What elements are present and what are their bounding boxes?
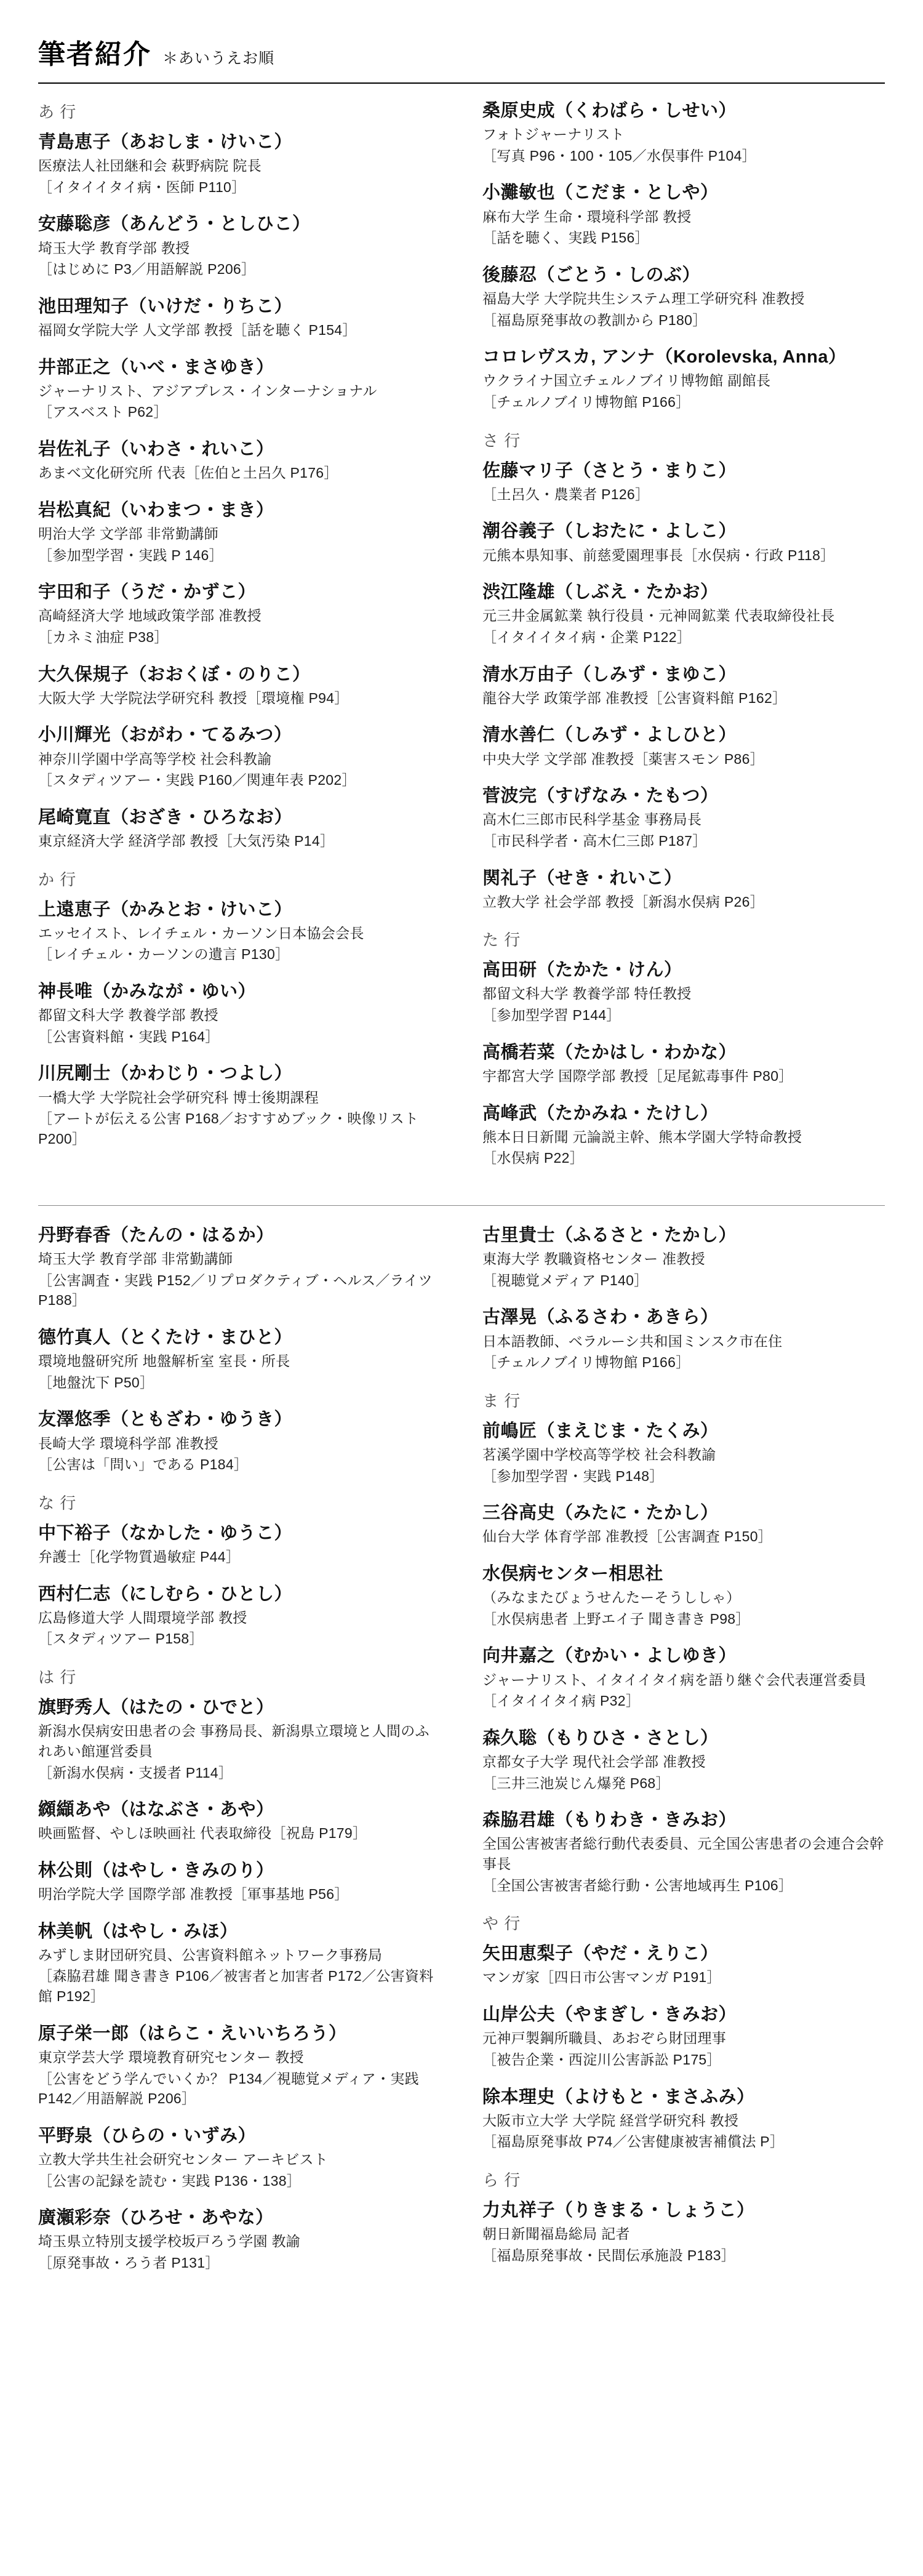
author-affiliation: 日本語教師、ベラルーシ共和国ミンスク市在住 [482,1333,783,1349]
author-affiliation: 弁護士［化学物質過敏症 P44］ [38,1549,241,1565]
author-entry [482,785,885,851]
author-reference: ［アスベスト P62］ [38,404,168,420]
author-entry [38,1799,441,1844]
author-entry [482,867,885,912]
lower-right-column [461,1224,885,2289]
author-name: 纐纈あや（はなぶさ・あや） [38,1800,274,1820]
author-affiliation: 東京学芸大学 環境教育研究センター 教授 [38,2048,304,2065]
author-reference: ［公害の記録を読む・実践 P136・138］ [38,2172,302,2189]
author-affiliation: 京都女子大学 現代社会学部 准教授 [482,1753,706,1770]
author-affiliation: 福岡女学院大学 人文学部 教授［話を聴く P154］ [38,321,357,338]
author-name: 潮谷義子（しおたに・よしこ） [482,521,737,542]
author-affiliation: 中央大学 文学部 准教授［薬害スモン P86］ [482,750,764,767]
author-affiliation: 明治学院大学 国際学部 准教授［軍事基地 P56］ [38,1886,349,1903]
author-affiliation: 高木仁三郎市民科学基金 事務局長 [482,811,702,828]
author-name: 大久保規子（おおくぼ・のりこ） [38,664,311,684]
author-reference: ［福島原発事故・民間伝承施設 P183］ [482,2247,736,2263]
author-affiliation: 宇都宮大学 国際学部 教授［足尾鉱毒事件 P80］ [482,1067,793,1084]
author-affiliation: 麻布大学 生命・環境科学部 教授 [482,208,692,225]
author-name: 平野泉（ひらの・いずみ） [38,2125,257,2146]
section-heading-ta: た 行 [482,931,521,950]
author-entry [482,264,885,330]
author-reference: ［全国公害被害者総行動・公害地域再生 P106］ [482,1877,793,1893]
author-name: 宇田和子（うだ・かずこ） [38,582,257,603]
author-name: 神長唯（かみなが・ゆい） [38,982,257,1002]
author-reference: ［話を聴く、実践 P156］ [482,230,649,246]
author-entry [482,1420,885,1486]
author-entry [38,1583,441,1649]
author-reference: ［福島原発事故 P74／公害健康被害補償法 P］ [482,2133,785,2150]
author-affiliation: 埼玉県立特別支援学校坂戸ろう学園 教諭 [38,2233,301,2250]
section-heading-ka: か 行 [38,870,77,889]
author-name: 高峰武（たかみね・たけし） [482,1103,719,1123]
author-reference: ［チェルノブイリ博物館 P166］ [482,1354,690,1371]
author-entry [482,346,885,412]
mid-divider [38,1205,885,1206]
author-name: 矢田恵梨子（やだ・えりこ） [482,1944,719,1964]
author-name: 高橋若菜（たかはし・わかな） [482,1042,737,1062]
author-name: 中下裕子（なかした・ゆうこ） [38,1523,293,1543]
author-affiliation: エッセイスト、レイチェル・カーソン日本協会会長 [38,925,364,941]
author-affiliation: 都留文科大学 教養学部 教授 [38,1007,218,1024]
author-affiliation: ウクライナ国立チェルノブイリ博物館 副館長 [482,372,771,389]
author-entry [38,295,441,340]
author-reference: ［レイチェル・カーソンの遺言 P130］ [38,946,290,963]
author-name: 池田理知子（いけだ・りちこ） [38,296,293,316]
author-affiliation: 新潟水俣病安田患者の会 事務局長、新潟県立環境と人間のふれあい館運営委員 [38,1723,430,1759]
author-name: 清水万由子（しみず・まゆこ） [482,664,737,684]
author-affiliation: 仙台大学 体育学部 准教授［公害調査 P150］ [482,1528,773,1545]
author-reference: ［参加型学習 P144］ [482,1007,621,1024]
author-entry [482,1102,885,1168]
page-title: 筆者紹介 [38,39,151,70]
author-affiliation: 長崎大学 環境科学部 准教授 [38,1435,218,1451]
author-entry [482,2004,885,2069]
author-name: 小川輝光（おがわ・てるみつ） [38,725,292,745]
author-affiliation: 元神戸製鋼所職員、あおぞら財団理事 [482,2030,727,2047]
author-name: 廣瀬彩奈（ひろせ・あやな） [38,2208,274,2228]
author-affiliation: 大阪大学 大学院法学研究科 教授［環境権 P94］ [38,689,349,706]
author-affiliation: ジャーナリスト、アジアプレス・インターナショナル [38,382,377,399]
author-entry [38,1326,441,1392]
author-affiliation: 明治大学 文学部 非常勤講師 [38,525,218,542]
author-entry [38,981,441,1046]
author-name: 佐藤マリ子（さとう・まりこ） [482,460,737,481]
author-name: 菅波完（すげなみ・たもつ） [482,786,719,806]
author-name: 向井嘉之（むかい・よしゆき） [482,1646,737,1666]
author-affiliation: 都留文科大学 教養学部 特任教授 [482,985,692,1002]
author-name: 安藤聡彦（あんどう・としひこ） [38,214,311,235]
author-affiliation: 東京経済大学 経済学部 教授［大気汚染 P14］ [38,832,335,849]
author-entry [482,1502,885,1547]
author-affiliation: 茗溪学園中学校高等学校 社会科教諭 [482,1446,716,1463]
author-reference: ［視聴覚メディア P140］ [482,1272,649,1288]
author-affiliation: 埼玉大学 教育学部 非常勤講師 [38,1251,233,1267]
author-name: コロレヴスカ, アンナ（Korolevska, Anna） [482,347,847,367]
author-reference: ［イタイイタイ病・企業 P122］ [482,628,692,645]
author-entry [38,2207,441,2273]
author-name: 林美帆（はやし・みほ） [38,1921,238,1941]
author-reference: ［水俣病患者 上野エイ子 聞き書き P98］ [482,1610,750,1627]
author-name: 古澤晃（ふるさわ・あきら） [482,1307,719,1328]
page-header [38,32,885,82]
author-entry [38,1696,441,1783]
author-reference: ［公害は「問い」である P184］ [38,1456,249,1473]
section-heading-ha: は 行 [38,1668,77,1687]
author-name: 岩佐礼子（いわさ・れいこ） [38,439,274,460]
author-entry [482,1645,885,1711]
author-affiliation: 医療法人社団継和会 萩野病院 院長 [38,158,262,174]
author-entry [482,1563,885,1629]
author-entry [38,1522,441,1567]
author-affiliation: 大阪市立大学 大学院 経営学研究科 教授 [482,2112,739,2129]
author-entry [38,664,441,708]
author-entry [38,213,441,279]
author-entry [482,1943,885,1988]
author-reference: ［水俣病 P22］ [482,1150,585,1166]
author-name: 井部正之（いべ・まさゆき） [38,357,274,377]
author-entry [482,959,885,1025]
author-entry [482,1809,885,1895]
author-reference: ［公害資料館・実践 P164］ [38,1028,220,1045]
author-reference: ［参加型学習・実践 P 146］ [38,547,223,563]
author-name: 関礼子（せき・れいこ） [482,868,682,888]
author-entry [38,724,441,790]
author-name: 桑原史成（くわばら・しせい） [482,101,737,121]
author-affiliation: 一橋大学 大学院社会学研究科 博士後期課程 [38,1089,319,1105]
author-entry [482,724,885,769]
author-name: 原子栄一郎（はらこ・えいいちろう） [38,2023,347,2044]
author-entry [38,1408,441,1474]
author-entry [482,182,885,247]
section-heading-ma: ま 行 [482,1391,521,1410]
author-entry [482,520,885,565]
author-reference: ［地盤沈下 P50］ [38,1374,154,1390]
lower-left-column [38,1224,461,2289]
author-affiliation: 全国公害被害者総行動代表委員、元全国公害患者の会連合会幹事長 [482,1836,884,1872]
author-affiliation: 元三井金属鉱業 執行役員・元神岡鉱業 代表取締役社長 [482,608,835,624]
author-affiliation: 広島修道大学 人間環境学部 教授 [38,1609,247,1626]
author-entry [38,806,441,851]
author-name: 丹野春香（たんの・はるか） [38,1225,274,1245]
author-entry [38,1224,441,1310]
section-heading-sa: さ 行 [482,431,521,450]
author-name: 林公則（はやし・きみのり） [38,1860,274,1880]
author-affiliation: 立教大学共生社会研究センター アーキビスト [38,2151,329,2167]
author-entry [482,460,885,505]
footer-space [38,2289,885,2305]
author-affiliation: 熊本日日新聞 元論説主幹、熊本学園大学特命教授 [482,1128,802,1145]
author-entry [38,1920,441,2007]
author-entry [482,2086,885,2152]
author-name: 前嶋匠（まえじま・たくみ） [482,1421,719,1441]
author-affiliation: 立教大学 社会学部 教授［新潟水俣病 P26］ [482,893,764,910]
author-affiliation: 高崎経済大学 地域政策学部 准教授 [38,608,262,624]
author-name: 力丸祥子（りきまる・しょうこ） [482,2200,755,2220]
author-affiliation: ［土呂久・農業者 P126］ [482,486,650,502]
author-name: 西村仁志（にしむら・ひとし） [38,1584,293,1604]
author-entry [38,131,441,197]
author-entry [482,1041,885,1086]
author-name: 上遠恵子（かみとお・けいこ） [38,899,293,920]
author-entry [38,899,441,965]
author-reference: ［写真 P96・100・105／水俣事件 P104］ [482,147,756,164]
upper-block [38,100,885,1184]
author-reference: ［市民科学者・高木仁三郎 P187］ [482,832,707,849]
author-entry [482,664,885,708]
author-entry [482,1727,885,1793]
lower-block [38,1224,885,2289]
upper-right-column [461,100,885,1184]
author-reference: ［原発事故・ろう者 P131］ [38,2255,220,2271]
author-reference: ［イタイイタイ病 P32］ [482,1693,641,1709]
author-affiliation: みずしま財団研究員、公害資料館ネットワーク事務局 [38,1946,383,1963]
author-reference: ［公害調査・実践 P152／リプロダクティブ・ヘルス／ライツ P188］ [38,1272,433,1309]
author-entry [38,499,441,565]
author-affiliation: マンガ家［四日市公害マンガ P191］ [482,1969,721,1986]
author-reference: ［参加型学習・実践 P148］ [482,1467,664,1484]
author-name: 尾崎寛直（おざき・ひろなお） [38,807,293,827]
author-entry [482,1306,885,1372]
author-name: 川尻剛士（かわじり・つよし） [38,1064,293,1084]
author-reference: ［カネミ油症 P38］ [38,628,169,645]
author-entry [38,2023,441,2109]
author-entry [482,1224,885,1290]
author-name: 清水善仁（しみず・よしひと） [482,725,737,745]
author-name: 德竹真人（とくたけ・まひと） [38,1328,293,1348]
author-reference: ［アートが伝える公害 P168／おすすめブック・映像リスト P200］ [38,1110,419,1147]
author-reference: ［チェルノブイリ博物館 P166］ [482,394,690,411]
author-reference: ［被告企業・西淀川公害訴訟 P175］ [482,2051,721,2068]
author-entry [482,100,885,166]
author-name: 高田研（たかた・けん） [482,960,682,981]
author-affiliation: 神奈川学園中学高等学校 社会科教諭 [38,750,272,767]
author-affiliation: 埼玉大学 教育学部 教授 [38,239,190,256]
author-entry [38,438,441,483]
author-name: 小灘敏也（こだま・としや） [482,183,719,203]
author-reference: ［イタイイタイ病・医師 P110］ [38,179,246,195]
author-name: 森久聡（もりひさ・さとし） [482,1728,719,1748]
header-divider [38,82,885,84]
author-name: 渋江隆雄（しぶえ・たかお） [482,582,719,603]
author-entry [482,2199,885,2265]
author-entry [38,1860,441,1904]
author-name: 古里貴士（ふるさと・たかし） [482,1225,737,1245]
author-affiliation: 福島大学 大学院共生システム理工学研究科 准教授 [482,290,805,307]
author-name: 旗野秀人（はたの・ひでと） [38,1698,274,1718]
author-name: 三谷高史（みたに・たかし） [482,1503,719,1523]
author-affiliation: ジャーナリスト、イタイイタイ病を語り継ぐ会代表運営委員 [482,1671,867,1688]
author-name: 山岸公夫（やまぎし・きみお） [482,2005,737,2025]
section-heading-ya: や 行 [482,1914,521,1933]
author-affiliation: 元熊本県知事、前慈愛園理事長［水俣病・行政 P118］ [482,547,835,563]
author-entry [38,356,441,422]
author-reference: ［三井三池炭じん爆発 P68］ [482,1775,670,1791]
upper-left-column [38,100,461,1184]
author-name: 除本理史（よけもと・まさふみ） [482,2087,755,2107]
author-name: 森脇君雄（もりわき・きみお） [482,1810,737,1831]
author-affiliation: 映画監督、やしほ映画社 代表取締役［祝島 P179］ [38,1825,367,1842]
section-heading-na: な 行 [38,1493,77,1512]
author-reference: ［スタディツアー P158］ [38,1631,204,1647]
section-heading-ra: ら 行 [482,2170,521,2189]
author-name: 水俣病センター相思社 [482,1564,663,1584]
author-entry [38,2125,441,2191]
section-heading-a: あ 行 [38,103,77,121]
author-entry [38,1062,441,1149]
author-entry [482,581,885,647]
author-reference: ［公害をどう学んでいくか？ P134／視聴覚メディア・実践 P142／用語解説 P206］ [38,2070,419,2107]
author-name: 岩松真紀（いわまつ・まき） [38,500,274,520]
author-affiliation: 環境地盤研究所 地盤解析室 室長・所長 [38,1353,290,1370]
author-affiliation: 東海大学 教職資格センター 准教授 [482,1251,705,1267]
author-affiliation: （みなまたびょうせんたーそうししゃ） [482,1589,741,1606]
author-affiliation: 龍谷大学 政策学部 准教授［公害資料館 P162］ [482,689,787,706]
author-reference: ［はじめに P3／用語解説 P206］ [38,261,256,278]
author-affiliation: 朝日新聞福島総局 記者 [482,2226,630,2242]
author-name: 青島恵子（あおしま・けいこ） [38,132,293,152]
author-name: 後藤忍（ごとう・しのぶ） [482,265,701,285]
author-affiliation: フォトジャーナリスト [482,126,625,143]
author-name: 友澤悠季（ともざわ・ゆうき） [38,1410,293,1430]
author-reference: ［福島原発事故の教訓から P180］ [482,311,707,328]
author-entry [38,581,441,647]
author-reference: ［新潟水俣病・支援者 P114］ [38,1764,233,1781]
author-reference: ［スタディツアー・実践 P160／関連年表 P202］ [38,772,356,788]
page-title-note: ＊あいうえお順 [162,50,275,67]
author-affiliation: あまべ文化研究所 代表［佐伯と土呂久 P176］ [38,465,338,481]
author-reference: ［森脇君雄 聞き書き P106／被害者と加害者 P172／公害資料館 P192］ [38,1968,434,2005]
